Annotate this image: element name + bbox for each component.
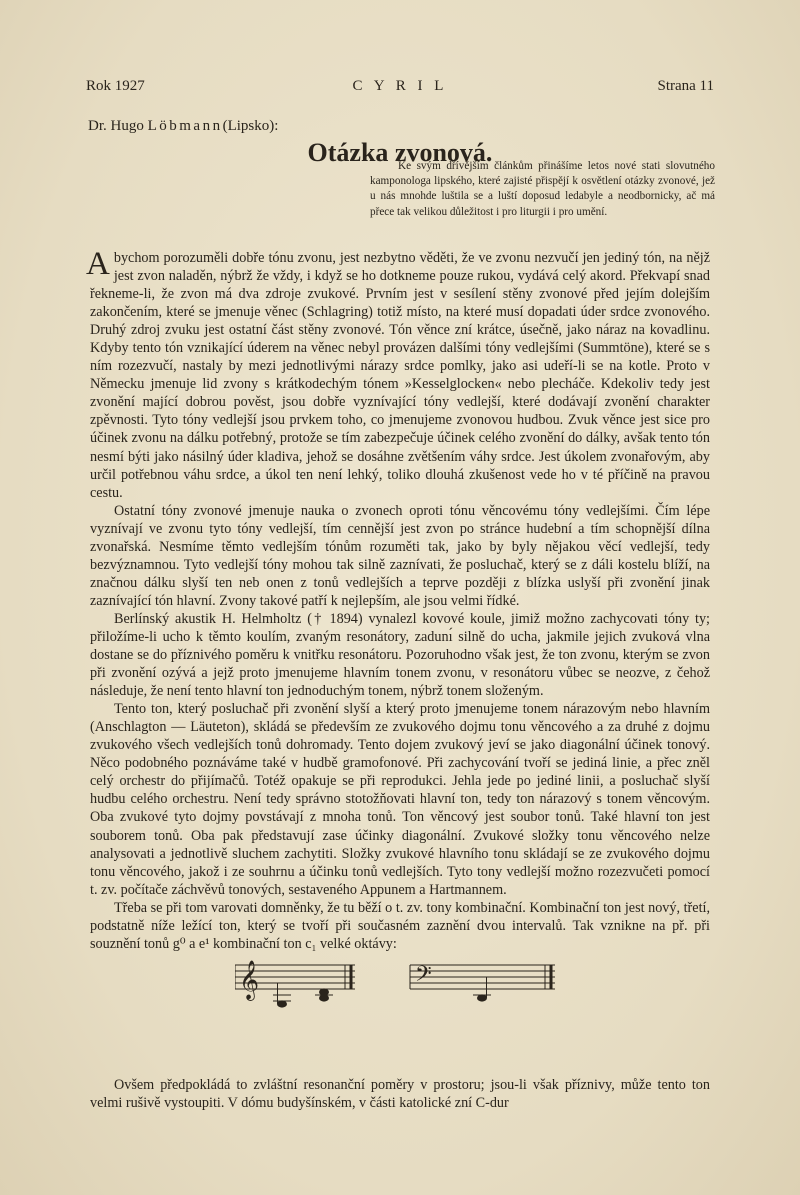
- paragraph-2: Ostatní tóny zvonové jmenuje nauka o zvonech oproti tónu věncovému tóny vedlejšími. Čím lépe vyznívají ve zvonu tyto tóny vedlejší, tím cennější jest zvon po stránce hudební a tím schopnější dílna zvonařská. Nesmíme těmto vedlejším tónům rozuměti tak, jako by byly nějakou věcí vedlejší, tedy bezvýznamnou. Tyto vedlejší tóny mohou tak silně zaznívati, že posluchač, který se z dáli kostelu blíží, na značnou dálku slyší ten neb onen z tonů vedlejších a teprve později z blízka uslyší při zvonění jinak zaznívající tón hlavní. Zvony takové patří k nejlepším, ale jsou velmi řídké.: [90, 502, 710, 609]
- svg-text:𝄢: 𝄢: [415, 961, 432, 992]
- paragraph-5: Třeba se při tom varovati domněnky, že tu běží o t. zv. tony kombinační. Kombinační ton jest nový, třetí, podstatně níže ležící ton, který se tvoří při současném zaznění dvou intervalů. Tak vznikne na př. při souznění tonů g⁰ a e¹ kombinační ton c₁ velké oktávy:: [90, 899, 710, 952]
- author-place: (Lipsko):: [222, 118, 279, 134]
- author-name: Löbmann: [147, 118, 223, 134]
- article-body: [86, 246, 710, 1011]
- paragraph-3: Berlínský akustik H. Helmholtz († 1894) vynalezl kovové koule, jimiž možno zachycovati tóny ty; přiložíme-li ucho k těmto koulím, zvaným resonátory, zadunı́ silně do ucha, jakmile jejich zvuková vlna dostane se do příznivého poměru k vnitřku resonátoru. Pozoruhodno však jest, že ton zvonu, kterým se zvon při zvonění ozývá a jejž proto jmenujeme hlavním tonem zvonu, v resonátoru vůbec se neozve, z čehož následuje, že není tento hlavní ton jednoduchým tonem, nýbrž tonem složeným.: [90, 610, 710, 700]
- author-prefix: Dr. Hugo: [88, 118, 148, 134]
- header-page-number: Strana 11: [657, 78, 714, 94]
- paragraph-4: Tento ton, který posluchač při zvonění slyší a který proto jmenujeme tonem nárazovým nebo hlavním (Anschlagton — Läuteton), skládá se především ze zvukového dojmu tonu věncového a za druhé z dojmu zvukového všech vedlejších tonů dohromady. Tento dojem zvukový jeví se jako diagonální účinek tonový. Něco podobného poznáváme také v hudbě gramofonové. Při zachycování tvoří se jediná linie, a přec zněl celý orchestr do přijímačů. Totéž opakuje se při reprodukci. Jehla jede po jediné linii, a posluchač slyší hudbu celého orchestru. Není tedy správno stotožňovati hlavní ton, tedy ton nárazový s tonem věncovým. Oba zvukové tyto dojmy povstávají z mnoha tonů. Ton věncový jest soubor tonů. Také hlavní ton jest souborem tonů. Oba pak představují zase účinky diagonální. Zvukové složky tonu věncového nelze analysovati a jednotlivě sluchem zachytiti. Složky zvukové hlavního tonu skládají se ze zvukového dojmu tonu věncového, jakož i ze souhrnu a účinku tonů vedlejších. Tyto tony vedlejší možno rozezvučeti pomocí t. zv. počítače záchvěvů tonových, sestaveného Appunem a Hartmannem.: [90, 701, 710, 898]
- editorial-intro: Ke svým dřívějším článkům přinášíme letos nové stati slovutného kamponologa lipského, které zajisté přispějí k osvětlení otázky zvonové, jež u nás mnohde luštila se a luští doposud ledabyle a neodbornicky, ač má přece tak velikou důležitost i pro liturgii i pro umění.: [370, 160, 715, 218]
- svg-text:𝄞: 𝄞: [239, 959, 260, 1000]
- header-year: Rok 1927: [86, 78, 145, 94]
- paragraph-1: [86, 246, 710, 502]
- staff-figure: [235, 955, 565, 1011]
- paragraph-text: bychom porozuměli dobře tónu zvonu, jest nezbytno věděti, že ve zvonu nezvučí jen jediný tón, na nějž jest zvon naladěn, nýbrž že vždy, i když se ho dotkneme pouze rukou, vydává celý akord. Překvapí snad řekneme-li, že zvon má dva zdroje zvukové. Prvním jest v sesílení stěny zvonové před jejím dolejším zakončením, které se jmenuje věnec (Schlagring) totiž místo, na které musí dopadati úder srdce zvonového. Druhý zdroj zvuku jest ostatní část stěny zvonové. Tón věnce zní krátce, úsečně, jako náraz na kovadlinu. Kdyby tento tón vznikající úderem na věnec nebyl provázen dalšími tóny vedlejšími (Summtöne), které se s ním rozezvučí, nastaly by mezi jednotlivými nárazy srdce pomlky, jako asi udeří-li se na kotle. Proto v Německu jmenuje lid zvony s krátkodechým tónem »Kesselglocken« nebo plecháče. Kdekoliv tedy jest zvonění mající dobrou pověst, jsou dobře vyznívající tóny vedlejší, které dodávají zvonění charakter zpěvnosti. Tyto tóny vedlejší jsou prvkem toho, co jmenujeme zvonovou hudbou. Zvuk věnce jest sice pro účinek zvonu na dálku potřebný, protože se tím zabezpečuje účinek celého zvonění do dálky, avšak tento tón nesmí býti jako násilný úder kladiva, jehož se dosáhne zvětšením váhy srdce. Jest úkolem zvonařovým, aby určil potřebnou váhu srdce, a úkol ten není lehký, toliko dlouhá zkušenost vede ho v té příčině na pravou cestu.: [90, 250, 710, 501]
- header-journal: C Y R I L: [352, 78, 448, 94]
- author-line: [88, 118, 278, 135]
- running-header: [86, 78, 714, 100]
- music-notation-example: [90, 953, 710, 1011]
- paragraph-6: Ovšem předpokládá to zvláštní resonanční poměry v prostoru; jsou-li však příznivy, může tento ton velmi rušivě vystoupiti. V dómu budyšínském, v části katolické zní C-dur: [90, 1077, 710, 1112]
- article-title: Otázka zvonová.: [307, 138, 493, 167]
- drop-cap: A: [86, 246, 110, 282]
